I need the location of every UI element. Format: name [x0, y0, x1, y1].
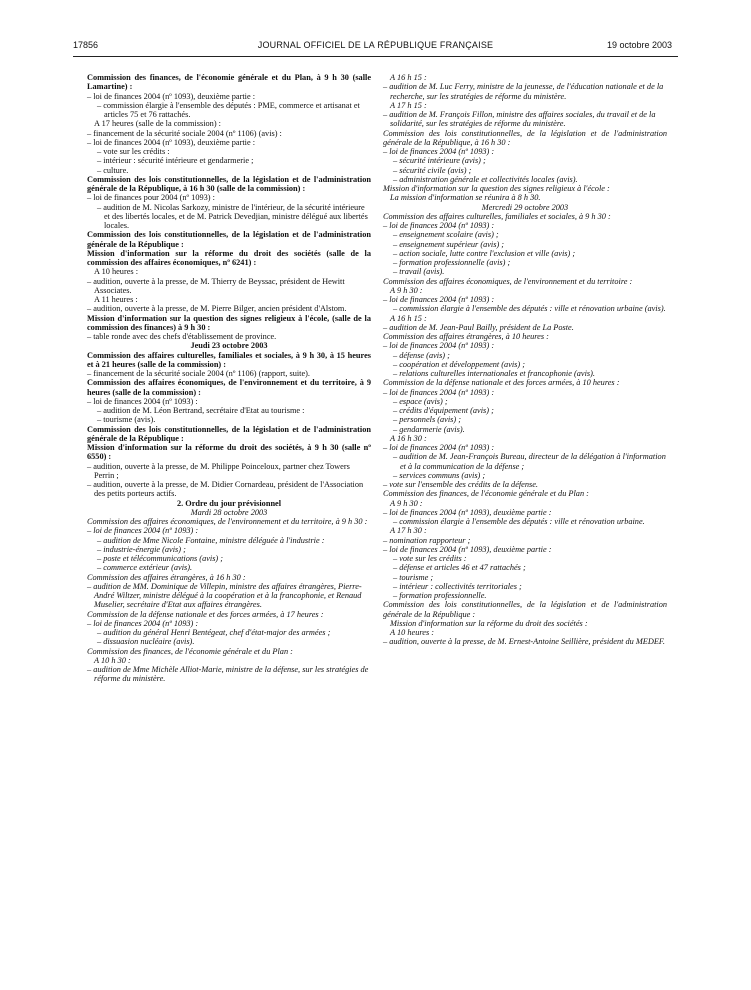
left-column-line: Commission des affaires économiques, de l'environnement et du territoire, à 9 heures (salle de la commission) :	[87, 378, 371, 397]
left-column-line: Commission des affaires étrangères, à 16 h 30 :	[87, 572, 246, 582]
left-column-line: – audition, ouverte à la presse, de M. Thierry de Beyssac, président de Hewitt Associates.	[87, 276, 345, 295]
left-column-line: – dissuasion nucléaire (avis).	[97, 637, 195, 647]
right-column-line: A 16 h 15 :	[390, 73, 427, 82]
left-column-line: Mission d'information sur la réforme du droit des sociétés (salle de la commission des affaires économiques, nº 6241) :	[87, 248, 371, 267]
right-column-line: – crédits d'équipement (avis) ;	[393, 406, 494, 415]
left-column-line: A 11 heures :	[94, 295, 138, 304]
left-column-line: – poste et télécommunications (avis) ;	[97, 554, 224, 563]
right-column-line: A 17 h 30 :	[390, 526, 427, 536]
left-column-line: A 10 h 30 :	[94, 655, 131, 665]
right-column-line: – vote sur les crédits :	[393, 554, 467, 563]
right-column-line: – audition, ouverte à la presse, de M. Ernest-Antoine Seillière, président du MEDEF.	[383, 637, 665, 647]
left-column-line: – audition du général Henri Bentégeat, chef d'état-major des armées ;	[97, 628, 331, 637]
right-column-line: – intérieur : collectivités territoriales ;	[393, 581, 522, 591]
left-column-line: – industrie-énergie (avis) ;	[97, 544, 186, 554]
right-column-line: Commission des finances, de l'économie générale et du Plan :	[383, 489, 589, 499]
page-header	[0, 40, 751, 54]
right-column-line: – action sociale, lutte contre l'exclusion et ville (avis) ;	[393, 248, 576, 258]
right-column-line: Mission d'information sur la question des signes religieux à l'école :	[383, 184, 610, 193]
left-column-line: – audition de MM. Dominique de Villepin, ministre des affaires étrangères, Pierre-André Wiltzer, ministre délégué à la coopération et à la francophonie, et Renaud Muselier, secrétaire d'Etat aux affaires étrangères.	[87, 581, 362, 610]
left-column-line: – culture.	[97, 165, 129, 175]
left-column-line: – audition de M. Nicolas Sarkozy, ministre de l'intérieur, de la sécurité intérieure et des libertés locales, et de M. Patrick Devedjian, ministre délégué aux libertés locales.	[97, 202, 368, 230]
journal-title: JOURNAL OFFICIEL DE LA RÉPUBLIQUE FRANÇAISE	[257, 40, 494, 50]
right-column-line: Mission d'information sur la réforme du droit des sociétés :	[390, 618, 588, 628]
right-column-line: A 16 h 30 :	[390, 433, 427, 443]
right-column-line: La mission d'information se réunira à 8 h 30.	[390, 193, 541, 203]
left-column-line: – tourisme (avis).	[97, 415, 156, 425]
left-column-line: – financement de la sécurité sociale 2004 (nº 1106) (avis) :	[87, 128, 282, 138]
left-column-line: – financement de la sécurité sociale 2004 (nº 1106) (rapport, suite).	[87, 369, 310, 378]
left-column-line: Commission des lois constitutionnelles, de la législation et de l'administration générale de la République :	[87, 424, 371, 443]
right-column-line: – nomination rapporteur ;	[383, 535, 471, 545]
right-column-line: A 9 h 30 :	[390, 498, 423, 508]
right-column-line: – services communs (avis) ;	[393, 470, 486, 480]
right-column-line: – sécurité civile (avis) ;	[393, 165, 472, 175]
left-column-line: A 10 heures :	[94, 267, 139, 277]
right-column-line: – loi de finances 2004 (nº 1093), deuxième partie :	[383, 507, 552, 517]
left-column-line: – audition, ouverte à la presse, de M. Didier Cornardeau, président de l'Association des petits porteurs actifs.	[87, 480, 364, 499]
right-column-line: – loi de finances 2004 (nº 1093) :	[383, 443, 495, 452]
right-column-line: – commission élargie à l'ensemble des députés : ville et rénovation urbaine (avis).	[393, 304, 666, 314]
left-column-line: – vote sur les crédits :	[97, 147, 170, 156]
right-column-line: – formation professionnelle (avis) ;	[393, 258, 511, 267]
left-column-line: Commission des affaires culturelles, familiales et sociales, à 9 h 30, à 15 heures et à 21 heures (salle de la commission) :	[87, 350, 371, 369]
right-column-line: A 16 h 15 :	[390, 313, 427, 323]
page-number: 17856	[73, 40, 99, 50]
right-column-line: – loi de finances 2004 (nº 1093) :	[383, 387, 495, 397]
right-column-line: Commission de la défense nationale et des forces armées, à 10 heures :	[383, 378, 620, 388]
right-column-line: – loi de finances 2004 (nº 1093) :	[383, 221, 495, 230]
right-column-line: – loi de finances 2004 (nº 1093) :	[383, 341, 495, 351]
left-column-line: – audition, ouverte à la presse, de M. Pierre Bilger, ancien président d'Alstom.	[87, 304, 347, 314]
left-column-line: Mission d'information sur la réforme du droit des sociétés, à 9 h 30 (salle nº 6550) :	[87, 443, 371, 462]
left-column-line: Mission d'information sur la question des signes religieux à l'école, (salle de la commission des finances) à 9 h 30 :	[87, 313, 371, 332]
left-column-line: Mardi 28 octobre 2003	[190, 507, 268, 517]
right-column-line: – audition de M. Jean-François Bureau, directeur de la délégation à l'information et à la communication de la défense ;	[393, 452, 666, 471]
left-column-line: – audition de Mme Nicole Fontaine, ministre déléguée à l'industrie :	[97, 535, 325, 545]
left-column-line: – loi de finances 2004 (nº 1093) :	[87, 396, 198, 406]
right-column-line: Mercredi 29 octobre 2003	[481, 202, 569, 212]
left-column-line: Commission des finances, de l'économie générale et du Plan, à 9 h 30 (salle Lamartine) :	[87, 73, 371, 92]
right-column-line: – audition de M. François Fillon, ministre des affaires sociales, du travail et de la solidarité, sur les stratégies de réforme du ministère.	[383, 110, 656, 129]
left-column-line: – loi de finances pour 2004 (nº 1093) :	[87, 193, 215, 203]
left-column-line: – intérieur : sécurité intérieure et gendarmerie ;	[97, 156, 254, 166]
right-column-line: – espace (avis) ;	[393, 396, 448, 406]
right-column	[383, 73, 667, 647]
left-column-line: Commission des lois constitutionnelles, de la législation et de l'administration générale de la République :	[87, 230, 371, 249]
left-column-line: – loi de finances 2004 (nº 1093) :	[87, 526, 199, 536]
left-column-line: – loi de finances 2004 (nº 1093), deuxième partie :	[87, 91, 255, 101]
left-column-line: Commission des finances, de l'économie générale et du Plan :	[87, 646, 293, 656]
right-column-line: Commission des lois constitutionnelles, de la législation et de l'administration générale de la République, à 16 h 30 :	[383, 128, 667, 147]
left-column-line: – audition de Mme Michèle Alliot-Marie, ministre de la défense, sur les stratégies de réforme du ministère.	[87, 665, 369, 684]
right-column-line: Commission des affaires économiques, de l'environnement et du territoire :	[383, 276, 633, 286]
left-column-line: – audition, ouverte à la presse, de M. Philippe Poinceloux, partner chez Towers Perrin ;	[87, 461, 350, 480]
left-column-line: Jeudi 23 octobre 2003	[190, 341, 268, 351]
left-column-line: Commission de la défense nationale et des forces armées, à 17 heures :	[87, 609, 324, 619]
left-column-line: – commerce extérieur (avis).	[97, 563, 193, 573]
right-column-line: – loi de finances 2004 (nº 1093) :	[383, 295, 495, 304]
right-column-line: – travail (avis).	[393, 267, 445, 277]
right-column-line: – commission élargie à l'ensemble des députés : ville et rénovation urbaine.	[393, 517, 645, 526]
right-column-line: – audition de M. Jean-Paul Bailly, président de La Poste.	[383, 322, 574, 332]
right-column-line: – formation professionnelle.	[393, 591, 487, 600]
left-column-line: – loi de finances 2004 (nº 1093) :	[87, 618, 199, 628]
right-column-line: – loi de finances 2004 (nº 1093) :	[383, 147, 495, 156]
left-column-line: 2. Ordre du jour prévisionnel	[176, 498, 282, 508]
right-column-line: – coopération et développement (avis) ;	[393, 359, 526, 369]
left-column-line: – table ronde avec des chefs d'établissement de province.	[87, 332, 277, 341]
right-column-line: A 10 heures :	[390, 628, 435, 637]
left-column-line: – audition de M. Léon Bertrand, secrétaire d'Etat au tourisme :	[97, 406, 305, 415]
left-column-line: – commission élargie à l'ensemble des députés : PME, commerce et artisanat et articles 75 et 76 rattachés.	[97, 100, 360, 119]
right-column-line: Commission des affaires étrangères, à 10 heures :	[383, 332, 549, 341]
right-column-line: – administration générale et collectivités locales (avis).	[393, 174, 578, 184]
right-column-line: – audition de M. Luc Ferry, ministre de la jeunesse, de l'éducation nationale et de la recherche, sur les stratégies de réforme du ministère.	[383, 82, 664, 101]
right-column-line: – défense et articles 46 et 47 rattachés ;	[393, 563, 526, 573]
right-column-line: – loi de finances 2004 (nº 1093), deuxième partie :	[383, 544, 552, 554]
right-column-line: – tourisme ;	[393, 572, 434, 582]
left-column-line: A 17 heures (salle de la commission) :	[94, 119, 221, 129]
left-column	[87, 73, 371, 684]
issue-date: 19 octobre 2003	[606, 40, 672, 50]
right-column-line: – personnels (avis) ;	[393, 415, 461, 425]
right-column-line: A 9 h 30 :	[390, 285, 423, 295]
right-column-line: – sécurité intérieure (avis) ;	[393, 156, 486, 166]
left-column-line: – loi de finances 2004 (nº 1093), deuxième partie :	[87, 137, 255, 147]
right-column-line: – gendarmerie (avis).	[393, 424, 465, 434]
header-rule	[73, 56, 678, 57]
right-column-line: – enseignement supérieur (avis) ;	[393, 239, 505, 249]
right-column-line: Commission des affaires culturelles, familiales et sociales, à 9 h 30 :	[383, 211, 611, 221]
left-column-line: Commission des lois constitutionnelles, de la législation et de l'administration générale de la République, à 16 h 30 (salle de la commission) :	[87, 174, 371, 193]
right-column-line: Commission des lois constitutionnelles, de la législation et de l'administration générale de la République :	[383, 600, 667, 619]
right-column-line: – relations culturelles internationales et francophonie (avis).	[393, 369, 595, 378]
right-column-line: – vote sur l'ensemble des crédits de la défense.	[383, 480, 538, 489]
right-column-line: A 17 h 15 :	[390, 100, 427, 110]
right-column-line: – défense (avis) ;	[393, 350, 450, 360]
left-column-line: Commission des affaires économiques, de l'environnement et du territoire, à 9 h 30 :	[87, 517, 368, 526]
right-column-line: – enseignement scolaire (avis) ;	[393, 230, 499, 240]
